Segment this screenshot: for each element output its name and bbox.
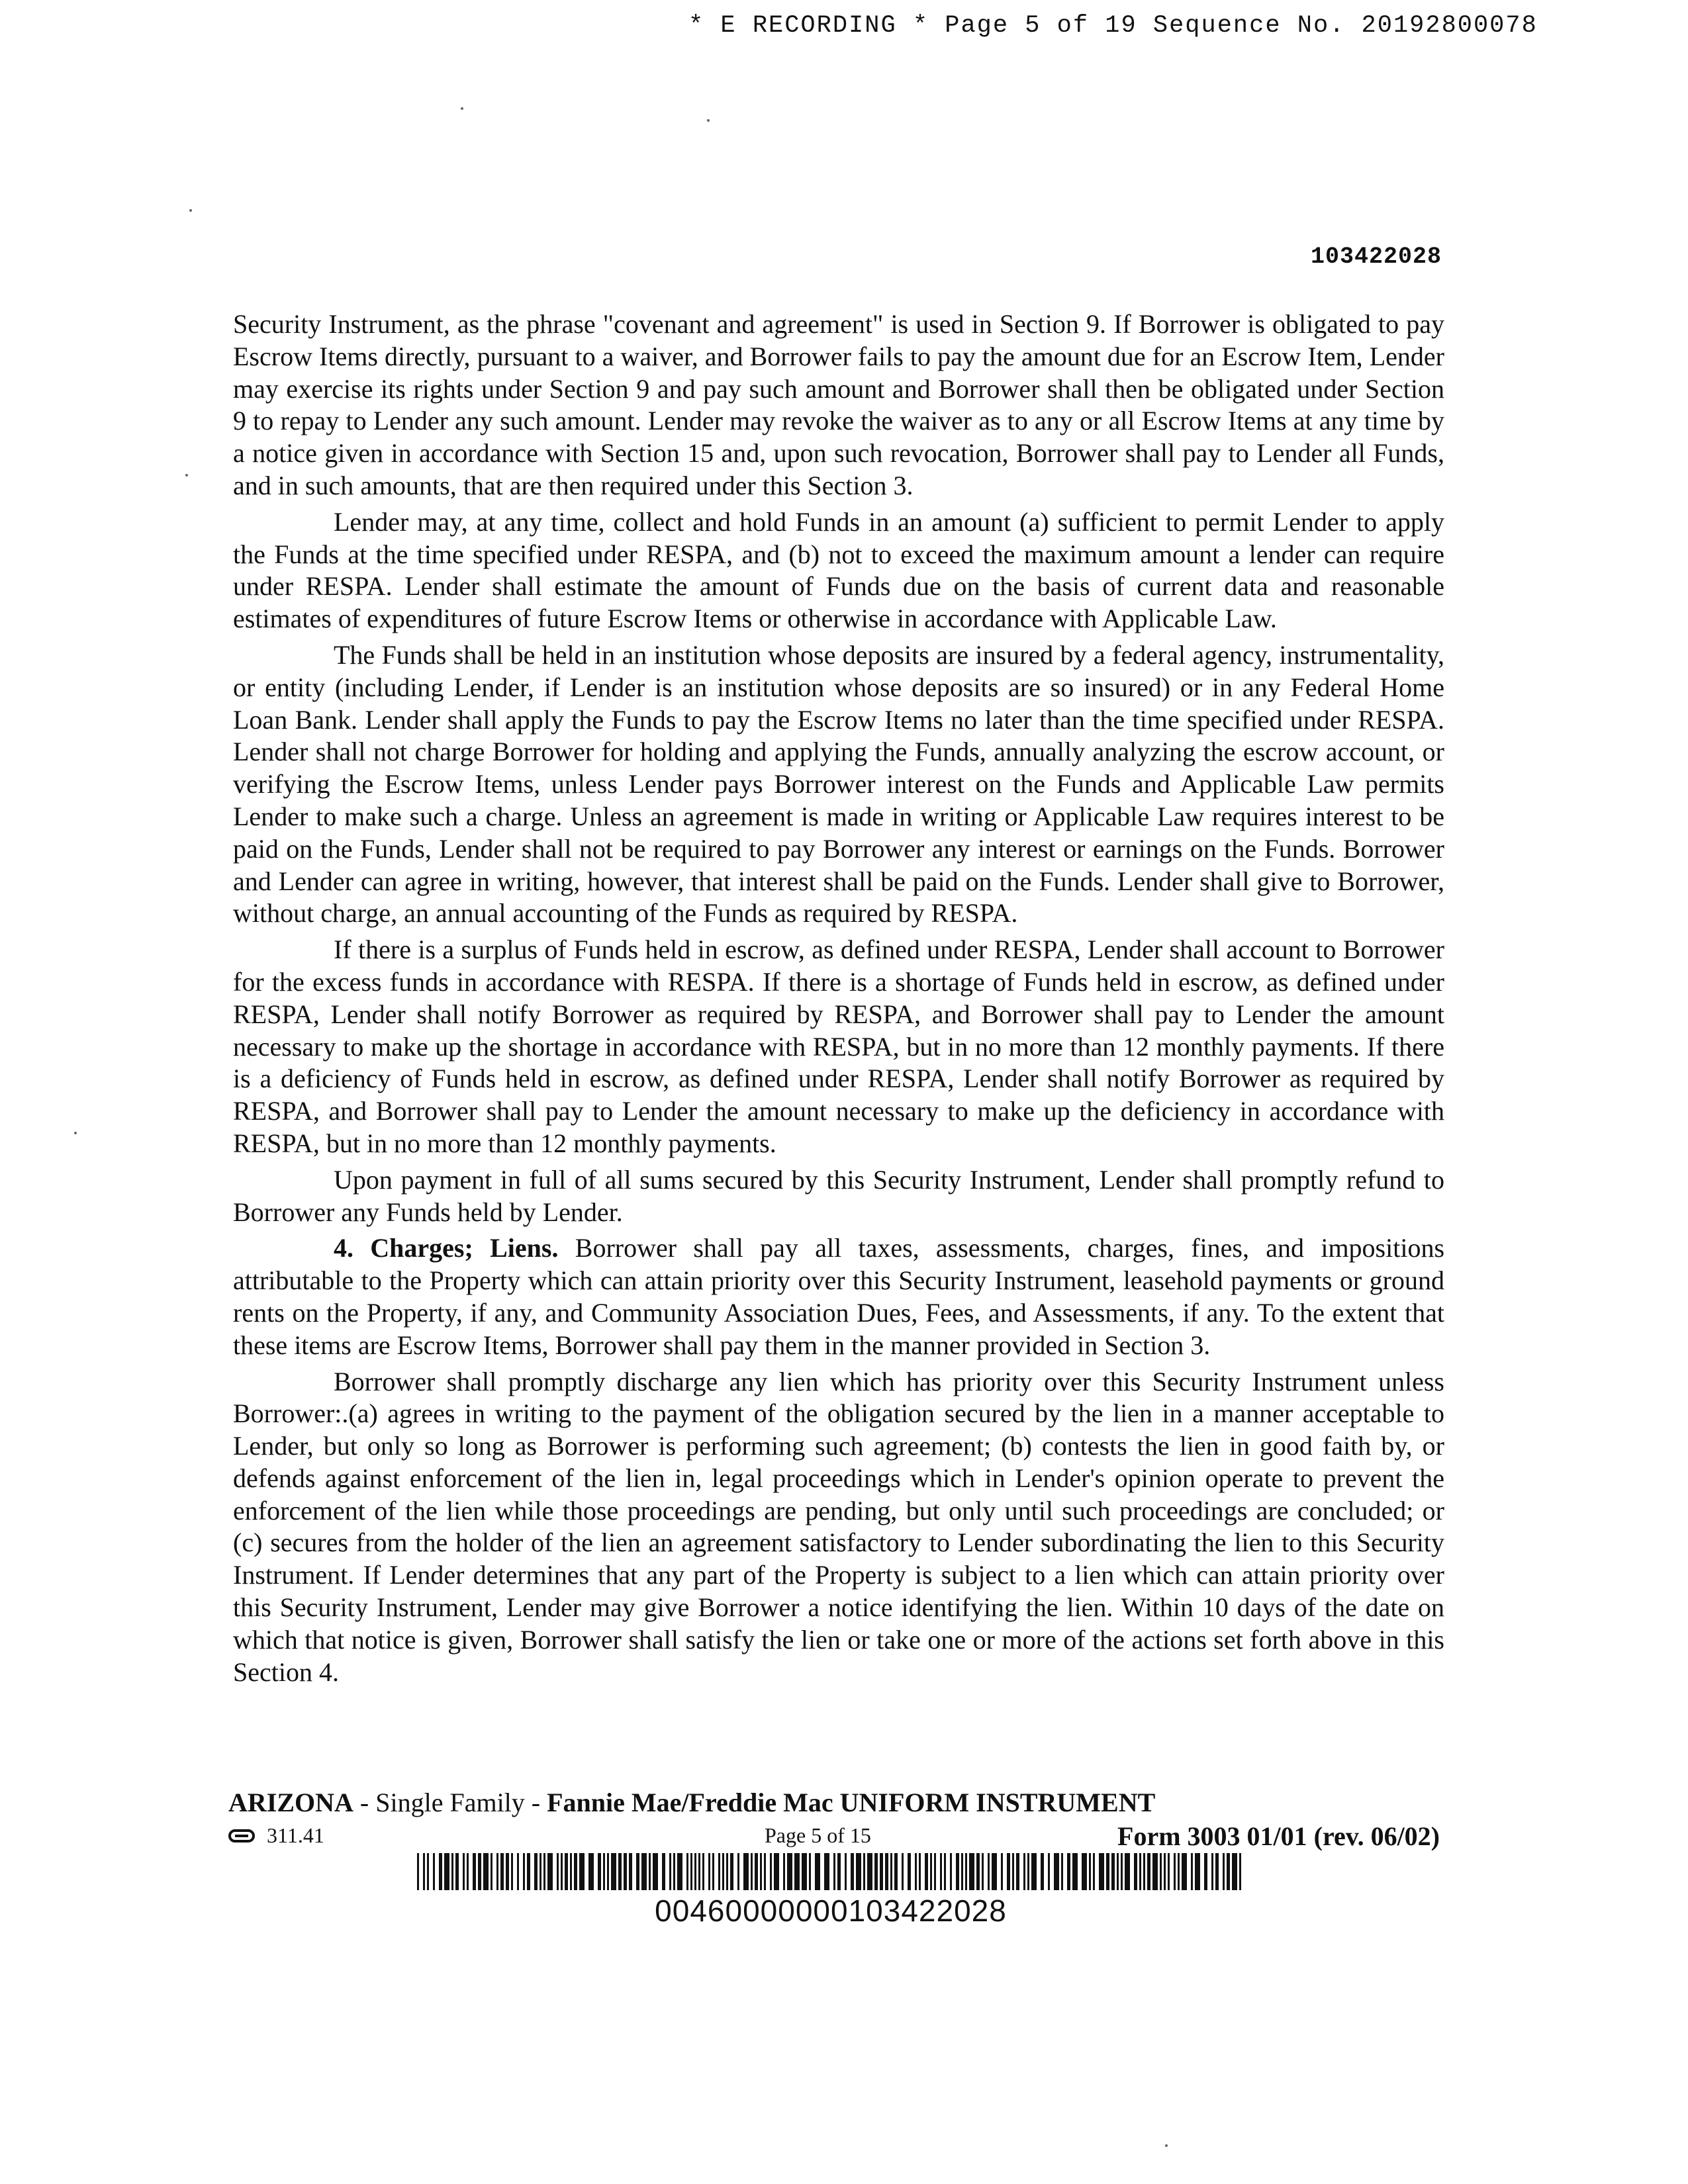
paragraph-text: Borrower shall pay all taxes, assessments, charges, fines, and impositions attributable to the Property which can attain priority over this Security Instrument, leasehold payments or ground rents on the Property, if any, and Community Association Dues, Fees, and Assessments, if any. To the extent that these items are Escrow Items, Borrower shall pay them in the manner provided in Section 3. <box>233 1233 1445 1360</box>
scan-speck <box>707 119 710 122</box>
barcode-bar <box>885 1853 888 1890</box>
barcode-bar <box>1215 1853 1219 1890</box>
barcode-bar <box>702 1853 704 1890</box>
barcode-bar <box>534 1853 538 1890</box>
barcode-bar <box>570 1853 572 1890</box>
barcode-bar <box>863 1853 865 1890</box>
barcode-bar <box>919 1853 921 1890</box>
barcode-bar <box>427 1853 429 1890</box>
barcode-bar <box>988 1853 990 1890</box>
barcode-bar <box>1168 1853 1170 1890</box>
barcode-bar <box>1160 1853 1162 1890</box>
barcode-bar <box>708 1853 710 1890</box>
barcode-bar <box>1121 1853 1123 1890</box>
barcode-bar <box>669 1853 671 1890</box>
barcode-bar <box>809 1853 811 1890</box>
barcode-bar <box>1061 1853 1063 1890</box>
paragraph-text: Security Instrument, as the phrase "covenant and agreement" is used in Section 9. If Borrower is obligated to pay Escrow Items directly, pursuant to a waiver, and Borrower fails to pay the amount due for an Escrow Item, Lender may exercise its rights under Section 9 and pay such amount and Borrower shall then be obligated under Section 9 to repay to Lender any such amount. Lender may revoke the waiver as to any or all Escrow Items at any time by a notice given in accordance with Section 15 and, upon such revocation, Borrower shall pay to Lender all Funds, and in such amounts, that are then required under this Section 3. <box>233 309 1444 500</box>
barcode-bar <box>1072 1853 1078 1890</box>
barcode-bar <box>629 1853 632 1890</box>
barcode-bar <box>1178 1853 1180 1890</box>
barcode-bar <box>478 1853 481 1890</box>
barcode-bar <box>561 1853 563 1890</box>
paragraph-text: If there is a surplus of Funds held in escrow, as defined under RESPA, Lender shall account to Borrower for the excess funds in accordance with RESPA. If there is a shortage of Funds held in escrow, as defined under RESPA, Lender shall notify Borrower as required by RESPA, and Borrower shall pay to Lender the amount necessary to make up the shortage in accordance with RESPA, but in no more than 12 monthly payments. If there is a deficiency of Funds held in escrow, as defined under RESPA, Lender shall notify Borrower as required by RESPA, and Borrower shall pay to Lender the amount necessary to make up the deficiency in accordance with RESPA, but in no more than 12 monthly payments. <box>233 934 1444 1158</box>
barcode-bar <box>867 1853 872 1890</box>
barcode-bar <box>874 1853 878 1890</box>
paragraph-7 <box>233 1366 1444 1689</box>
scan-speck <box>185 474 188 477</box>
barcode-bar <box>511 1853 513 1890</box>
form-code <box>228 1823 324 1848</box>
barcode-bar <box>890 1853 892 1890</box>
barcode-bar <box>417 1853 419 1890</box>
paragraph-3 <box>233 639 1444 930</box>
barcode-bar <box>527 1853 530 1890</box>
barcode-bar <box>1147 1853 1150 1890</box>
barcode-bar <box>1031 1853 1037 1890</box>
recording-header: * E RECORDING * Page 5 of 19 Sequence No. 20192800078 <box>688 12 1538 40</box>
form-code-text: 311.41 <box>267 1823 324 1847</box>
barcode-bar <box>982 1853 984 1890</box>
barcode-bar <box>760 1853 762 1890</box>
footer-title <box>228 1787 1440 1818</box>
barcode-bar <box>491 1853 492 1890</box>
barcode-bar <box>851 1853 854 1890</box>
paragraph-2 <box>233 506 1444 635</box>
barcode-bar <box>930 1853 932 1890</box>
barcode-bar <box>636 1853 639 1890</box>
loan-number: 103422028 <box>1310 244 1442 270</box>
footer-separator: - Single Family - <box>353 1788 547 1817</box>
barcode-bar <box>944 1853 946 1890</box>
barcode-bar <box>1012 1853 1014 1890</box>
barcode-bar <box>624 1853 627 1890</box>
barcode-bar <box>444 1853 449 1890</box>
barcode-bar <box>712 1853 714 1890</box>
barcode-bar <box>743 1853 749 1890</box>
footer-row <box>228 1821 1440 1854</box>
barcode-number: 00460000000103422028 <box>655 1893 1007 1928</box>
barcode-bar <box>802 1853 807 1890</box>
barcode-bar <box>1139 1853 1141 1890</box>
barcode-bar <box>1239 1853 1241 1890</box>
barcode-bar <box>574 1853 577 1890</box>
barcode-bar <box>451 1853 453 1890</box>
barcode-bar <box>961 1853 963 1890</box>
barcode-bar <box>588 1853 594 1890</box>
scan-speck <box>189 209 192 212</box>
form-footer <box>228 1787 1440 1854</box>
barcode-bar <box>547 1853 553 1890</box>
barcode-bar <box>722 1853 724 1890</box>
document-body <box>233 308 1444 1692</box>
paragraph-1 <box>233 308 1444 502</box>
barcode-bar <box>783 1853 785 1890</box>
barcode-bar <box>618 1853 622 1890</box>
barcode-bar <box>1134 1853 1137 1890</box>
barcode-bar <box>603 1853 605 1890</box>
barcode-bar <box>1099 1853 1104 1890</box>
barcode-bar <box>1041 1853 1044 1890</box>
barcode-bar <box>641 1853 647 1890</box>
barcode-bar <box>455 1853 459 1890</box>
footer-state: ARIZONA <box>228 1788 353 1817</box>
barcode-bar <box>902 1853 904 1890</box>
barcode-bar <box>908 1853 911 1890</box>
barcode-bar <box>787 1853 792 1890</box>
barcode-bar <box>473 1853 476 1890</box>
barcode-bar <box>976 1853 980 1890</box>
barcode-bar <box>543 1853 545 1890</box>
barcode-bar <box>992 1853 997 1890</box>
barcode-bar <box>1106 1853 1109 1890</box>
barcode-bar <box>1182 1853 1187 1890</box>
barcode-bar <box>607 1853 609 1890</box>
barcode-bar <box>698 1853 700 1890</box>
barcode-bar <box>1211 1853 1213 1890</box>
barcode-bar <box>925 1853 928 1890</box>
barcode-bar <box>894 1853 898 1890</box>
barcode-bar <box>1007 1853 1010 1890</box>
barcode-bar <box>726 1853 728 1890</box>
barcode-bar <box>755 1853 758 1890</box>
barcode-bar <box>856 1853 861 1890</box>
barcode-bar <box>433 1853 435 1890</box>
barcode-bar <box>1111 1853 1115 1890</box>
barcode-bar <box>730 1853 733 1890</box>
barcode-bar <box>1143 1853 1145 1890</box>
barcode-bar <box>837 1853 841 1890</box>
barcode-bar <box>1089 1853 1091 1890</box>
barcode-bar <box>662 1853 665 1890</box>
barcode-bar <box>565 1853 568 1890</box>
barcode-bar <box>423 1853 425 1890</box>
barcode-bar <box>770 1853 772 1890</box>
barcode-bar <box>1191 1853 1193 1890</box>
barcode-bar <box>1164 1853 1166 1890</box>
barcode-bar <box>794 1853 800 1890</box>
barcode-bar <box>965 1853 967 1890</box>
barcode-bar <box>1227 1853 1230 1890</box>
barcode-bar <box>1023 1853 1025 1890</box>
barcode-bar <box>718 1853 720 1890</box>
barcode-bar <box>1174 1853 1176 1890</box>
barcode-bar <box>824 1853 829 1890</box>
barcode-bar <box>1195 1853 1200 1890</box>
paragraph-text: Borrower shall promptly discharge any lien which has priority over this Security Instrument unless Borrower:.(a) agrees in writing to the payment of the obligation secured by the lien in a manner acceptable to Lender, but only so long as Borrower is performing such agreement; (b) contests the lien in good faith by, or defends against enforcement of the lien in, legal proceedings which in Lender's opinion operate to prevent the enforcement of the lien while those proceedings are pending, but only until such proceedings are concluded; or (c) secures from the holder of the lien an agreement satisfactory to Lender subordinating the lien to this Security Instrument. If Lender determines that any part of the Property is subject to a lien which can attain priority over this Security Instrument, Lender may give Borrower a notice identifying the lien. Within 10 days of the date on which that notice is given, Borrower shall satisfy the lien or take one or more of the actions set forth above in this Section 4. <box>233 1366 1444 1687</box>
barcode-bar <box>1152 1853 1158 1890</box>
section-heading: 4. Charges; Liens. <box>334 1233 559 1263</box>
barcode-bar <box>686 1853 688 1890</box>
barcode-bar <box>833 1853 835 1890</box>
barcode-bar <box>934 1853 936 1890</box>
barcode-bar <box>653 1853 658 1890</box>
barcode-bar <box>1223 1853 1225 1890</box>
paragraph-6 <box>233 1232 1444 1361</box>
barcode-bar <box>500 1853 504 1890</box>
barcode-bar <box>517 1853 519 1890</box>
paragraph-text: Lender may, at any time, collect and hold Funds in an amount (a) sufficient to permit Lender to apply the Funds at the time specified under RESPA, and (b) not to exceed the maximum amount a lender can require under RESPA. Lender shall estimate the amount of Funds due on the basis of current data and reasonable estimates of expenditures of future Escrow Items or otherwise in accordance with Applicable Law. <box>233 506 1444 634</box>
barcode-bar <box>1001 1853 1003 1890</box>
barcode-bar <box>579 1853 585 1890</box>
paragraph-4 <box>233 934 1444 1160</box>
barcode-bar <box>1067 1853 1070 1890</box>
barcode-bar <box>677 1853 682 1890</box>
barcode-bar <box>815 1853 820 1890</box>
barcode-bar <box>467 1853 469 1890</box>
paragraph-text: The Funds shall be held in an institution whose deposits are insured by a federal agency, instrumentality, or entity (including Lender, if Lender is an institution whose deposits are so insured) or in any Federal Home Loan Bank. Lender shall apply the Funds to pay the Escrow Items no later than the time specified under RESPA. Lender shall not charge Borrower for holding and applying the Funds, annually analyzing the escrow account, or verifying the Escrow Items, unless Lender pays Borrower interest on the Funds and Applicable Law permits Lender to make such a charge. Unless an agreement is made in writing or Applicable Law requires interest to be paid on the Funds, Lender shall not be required to pay Borrower any interest or earnings on the Funds. Borrower and Lender can agree in writing, however, that interest shall be paid on the Funds. Lender shall give to Borrower, without charge, an annual accounting of the Funds as required by RESPA. <box>233 639 1444 929</box>
barcode <box>417 1853 1244 1929</box>
barcode-bar <box>611 1853 616 1890</box>
barcode-bar <box>673 1853 675 1890</box>
barcode-bar <box>880 1853 883 1890</box>
barcode-bar <box>649 1853 651 1890</box>
scan-speck <box>461 107 463 110</box>
barcode-bar <box>845 1853 847 1890</box>
barcode-bar <box>557 1853 559 1890</box>
barcode-bar <box>1048 1853 1050 1890</box>
barcode-bar <box>969 1853 974 1890</box>
barcode-bars <box>417 1853 1244 1890</box>
barcode-bar <box>539 1853 541 1890</box>
barcode-bar <box>737 1853 739 1890</box>
barcode-bar <box>764 1853 766 1890</box>
barcode-bar <box>1117 1853 1119 1890</box>
footer-instrument: Fannie Mae/Freddie Mac UNIFORM INSTRUMENT <box>547 1788 1156 1817</box>
barcode-bar <box>956 1853 959 1890</box>
barcode-bar <box>950 1853 952 1890</box>
barcode-bar <box>483 1853 489 1890</box>
barcode-bar <box>915 1853 917 1890</box>
barcode-bar <box>774 1853 779 1890</box>
scan-speck <box>1165 2144 1168 2147</box>
barcode-bar <box>1016 1853 1019 1890</box>
barcode-bar <box>1232 1853 1237 1890</box>
page-label: Page 5 of 15 <box>765 1823 871 1847</box>
barcode-bar <box>598 1853 601 1890</box>
barcode-bar <box>523 1853 525 1890</box>
barcode-bar <box>1204 1853 1207 1890</box>
barcode-bar <box>439 1853 442 1890</box>
barcode-bar <box>1054 1853 1059 1890</box>
form-number: Form 3003 01/01 (rev. 06/02) <box>1117 1821 1440 1851</box>
paragraph-5 <box>233 1164 1444 1229</box>
barcode-bar <box>751 1853 753 1890</box>
barcode-bar <box>496 1853 498 1890</box>
form-logo-icon <box>228 1829 255 1843</box>
barcode-bar <box>690 1853 692 1890</box>
barcode-bar <box>694 1853 696 1890</box>
barcode-bar <box>1082 1853 1087 1890</box>
barcode-bar <box>463 1853 465 1890</box>
barcode-bar <box>506 1853 509 1890</box>
paragraph-text: Upon payment in full of all sums secured by this Security Instrument, Lender shall promptly refund to Borrower any Funds held by Lender. <box>233 1164 1444 1227</box>
barcode-bar <box>1125 1853 1130 1890</box>
barcode-bar <box>940 1853 942 1890</box>
scan-speck <box>74 1132 77 1134</box>
barcode-bar <box>1027 1853 1029 1890</box>
barcode-bar <box>1093 1853 1095 1890</box>
